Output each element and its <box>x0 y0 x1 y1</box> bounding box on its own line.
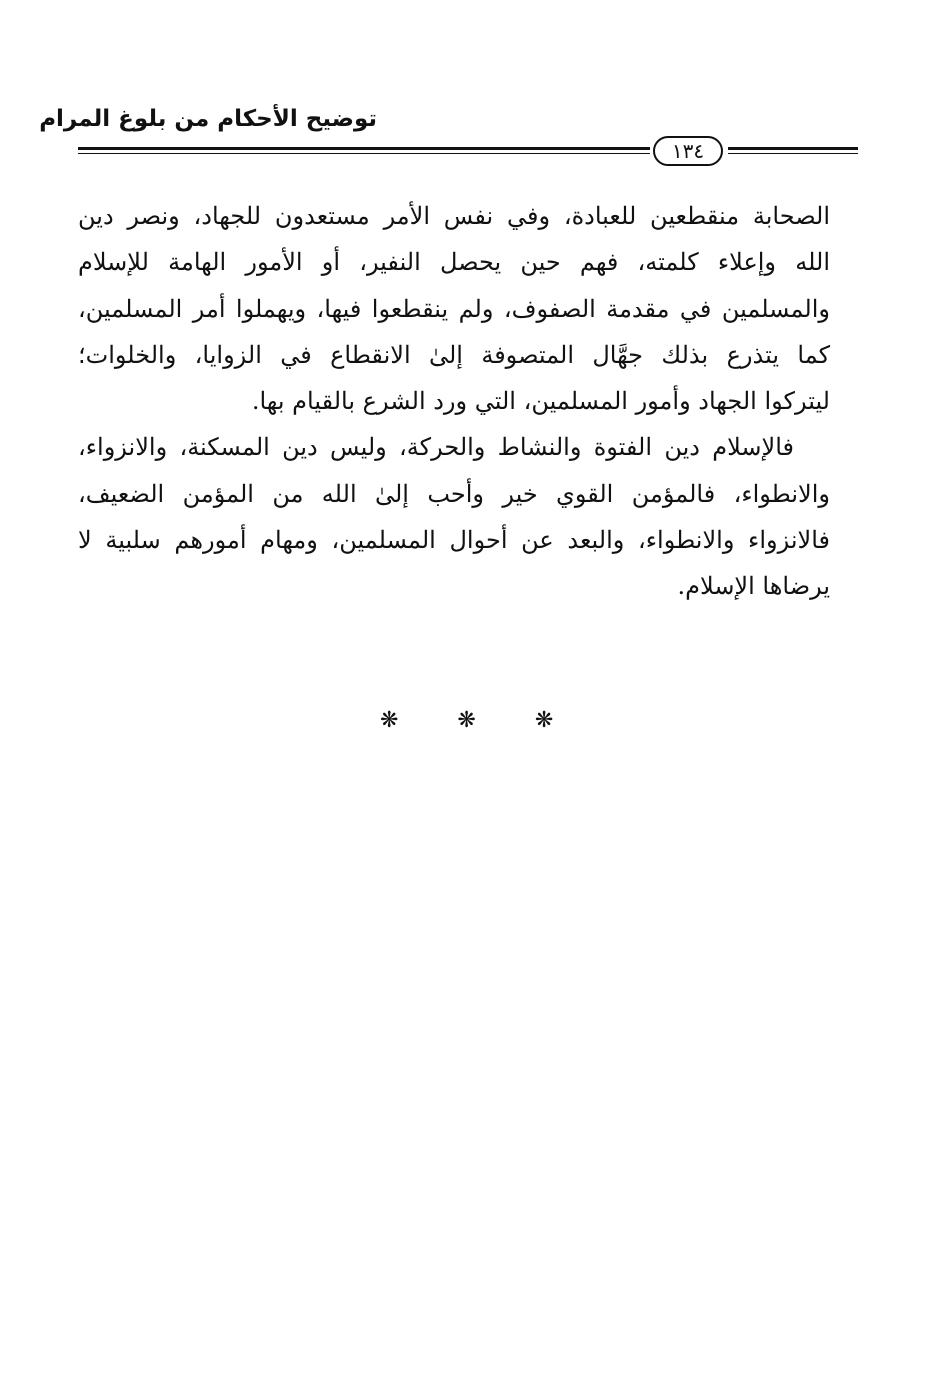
text-line: يرضاها الإسلام. <box>677 572 830 601</box>
text-line: والانطواء، فالمؤمن القوي خير وأحب إلىٰ الله من المؤمن الضعيف، <box>78 479 830 508</box>
text-line: فالانزواء والانطواء، والبعد عن أحوال المسلمين، ومهام أمورهم سلبية لا <box>78 526 830 555</box>
header-rule-left-thin <box>78 153 650 154</box>
header-rule-right <box>728 147 858 150</box>
text-line: الصحابة منقطعين للعبادة، وفي نفس الأمر مستعدون للجهاد، ونصر دين <box>78 202 830 230</box>
section-end-ornament: ❋ ❋ ❋ <box>380 708 580 733</box>
page-number: ١٣٤ <box>653 136 723 166</box>
text-line: فالإسلام دين الفتوة والنشاط والحركة، وليس دين المسكنة، والانزواء، <box>78 433 794 462</box>
header-rule-right-thin <box>728 153 858 154</box>
header-rule-left <box>78 147 650 150</box>
text-line: كما يتذرع بذلك جهَّال المتصوفة إلىٰ الانقطاع في الزوايا، والخلوات؛ <box>78 340 830 369</box>
running-title: توضيح الأحكام من بلوغ المرام <box>39 106 377 132</box>
text-line: والمسلمين في مقدمة الصفوف، ولم ينقطعوا فيها، ويهملوا أمر المسلمين، <box>78 294 830 323</box>
text-line: ليتركوا الجهاد وأمور المسلمين، التي ورد الشرع بالقيام بها. <box>251 387 830 416</box>
body-text <box>78 193 830 610</box>
text-line: الله وإعلاء كلمته، فهم حين يحصل النفير، أو الأمور الهامة للإسلام <box>78 248 830 277</box>
